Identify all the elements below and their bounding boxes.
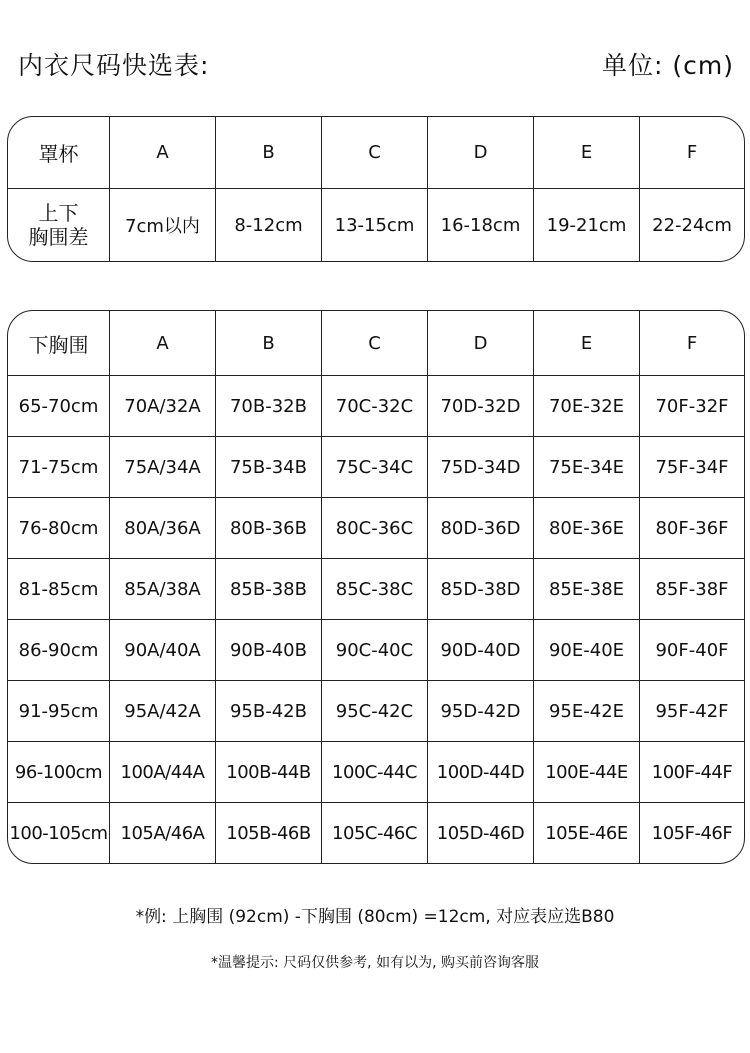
difference-value: 8-12cm	[216, 189, 322, 261]
cup-letter: B	[216, 117, 322, 189]
size-cell: 75B-34B	[216, 437, 322, 498]
size-cell: 80E-36E	[534, 498, 640, 559]
cup-row	[8, 117, 744, 189]
cup-row-label: 罩杯	[8, 117, 110, 189]
size-row	[8, 437, 744, 498]
size-cell: 105B-46B	[216, 803, 322, 863]
difference-row-label	[8, 189, 110, 261]
size-conversion-table	[7, 310, 745, 864]
size-cell: 70C-32C	[322, 376, 428, 437]
size-cell: 90A/40A	[110, 620, 216, 681]
size-cell: 70D-32D	[428, 376, 534, 437]
size-header-row	[8, 311, 744, 376]
size-cell: 90F-40F	[640, 620, 744, 681]
underbust-range: 100-105cm	[8, 803, 110, 863]
cup-letter: E	[534, 117, 640, 189]
difference-value: 13-15cm	[322, 189, 428, 261]
size-cell: 80C-36C	[322, 498, 428, 559]
size-row	[8, 620, 744, 681]
cup-header: F	[640, 311, 744, 376]
size-cell: 95A/42A	[110, 681, 216, 742]
size-cell: 95D-42D	[428, 681, 534, 742]
size-cell: 85F-38F	[640, 559, 744, 620]
size-row	[8, 498, 744, 559]
size-cell: 105E-46E	[534, 803, 640, 863]
cup-letter: A	[110, 117, 216, 189]
underbust-range: 76-80cm	[8, 498, 110, 559]
size-cell: 105D-46D	[428, 803, 534, 863]
underbust-range: 71-75cm	[8, 437, 110, 498]
underbust-range: 81-85cm	[8, 559, 110, 620]
size-cell: 105F-46F	[651, 822, 733, 844]
difference-label-line2: 胸围差	[28, 225, 89, 249]
size-cell: 105A/46A	[110, 803, 216, 863]
size-cell: 100D-44D	[428, 742, 534, 803]
size-cell: 70B-32B	[216, 376, 322, 437]
difference-value: 7cm以内	[110, 189, 216, 261]
size-cell: 90D-40D	[428, 620, 534, 681]
size-cell: 100A/44A	[110, 742, 216, 803]
size-row	[8, 376, 744, 437]
size-cell: 80A/36A	[110, 498, 216, 559]
underbust-range: 65-70cm	[8, 376, 110, 437]
cup-letter: D	[428, 117, 534, 189]
underbust-range: 96-100cm	[8, 742, 110, 803]
cup-letter: F	[640, 117, 744, 189]
page-title: 内衣尺码快选表:	[18, 51, 210, 80]
size-cell: 75D-34D	[428, 437, 534, 498]
unit-label: 单位: (cm)	[602, 51, 734, 80]
size-row	[8, 559, 744, 620]
size-cell: 75A/34A	[110, 437, 216, 498]
size-cell: 100B-44B	[216, 742, 322, 803]
size-cell: 85D-38D	[428, 559, 534, 620]
example-note: *例: 上胸围 (92cm) -下胸围 (80cm) =12cm, 对应表应选B80	[135, 907, 615, 927]
size-cell: 100E-44E	[534, 742, 640, 803]
size-cell: 90C-40C	[322, 620, 428, 681]
size-cell: 80F-36F	[640, 498, 744, 559]
size-cell: 105C-46C	[322, 803, 428, 863]
cup-header: C	[322, 311, 428, 376]
cup-header: E	[534, 311, 640, 376]
size-cell: 95B-42B	[216, 681, 322, 742]
size-cell: 95C-42C	[322, 681, 428, 742]
underbust-header: 下胸围	[8, 311, 110, 376]
difference-label-line1: 上下	[38, 201, 79, 225]
size-cell: 85B-38B	[216, 559, 322, 620]
difference-value: 19-21cm	[534, 189, 640, 261]
difference-row	[8, 189, 744, 261]
size-cell: 90E-40E	[534, 620, 640, 681]
size-cell: 95F-42F	[640, 681, 744, 742]
size-cell: 90B-40B	[216, 620, 322, 681]
size-cell: 100F-44F	[640, 742, 744, 803]
size-cell: 80B-36B	[216, 498, 322, 559]
cup-difference-table	[7, 116, 745, 262]
size-cell: 70A/32A	[110, 376, 216, 437]
size-cell: 85A/38A	[110, 559, 216, 620]
difference-value: 16-18cm	[428, 189, 534, 261]
size-cell: 100C-44C	[322, 742, 428, 803]
size-cell: 75C-34C	[322, 437, 428, 498]
size-cell: 95E-42E	[534, 681, 640, 742]
size-row	[8, 803, 744, 863]
tip-note: *温馨提示: 尺码仅供参考, 如有以为, 购买前咨询客服	[211, 955, 539, 971]
cup-header: A	[110, 311, 216, 376]
cup-header: B	[216, 311, 322, 376]
size-cell: 75E-34E	[534, 437, 640, 498]
size-cell: 75F-34F	[640, 437, 744, 498]
size-cell: 85E-38E	[534, 559, 640, 620]
size-cell: 80D-36D	[428, 498, 534, 559]
cup-header: D	[428, 311, 534, 376]
size-row	[8, 681, 744, 742]
size-row	[8, 742, 744, 803]
size-cell: 70F-32F	[640, 376, 744, 437]
underbust-range: 91-95cm	[8, 681, 110, 742]
underbust-range: 86-90cm	[8, 620, 110, 681]
difference-value: 22-24cm	[652, 214, 732, 236]
cup-letter: C	[322, 117, 428, 189]
size-cell: 85C-38C	[322, 559, 428, 620]
size-cell: 70E-32E	[534, 376, 640, 437]
